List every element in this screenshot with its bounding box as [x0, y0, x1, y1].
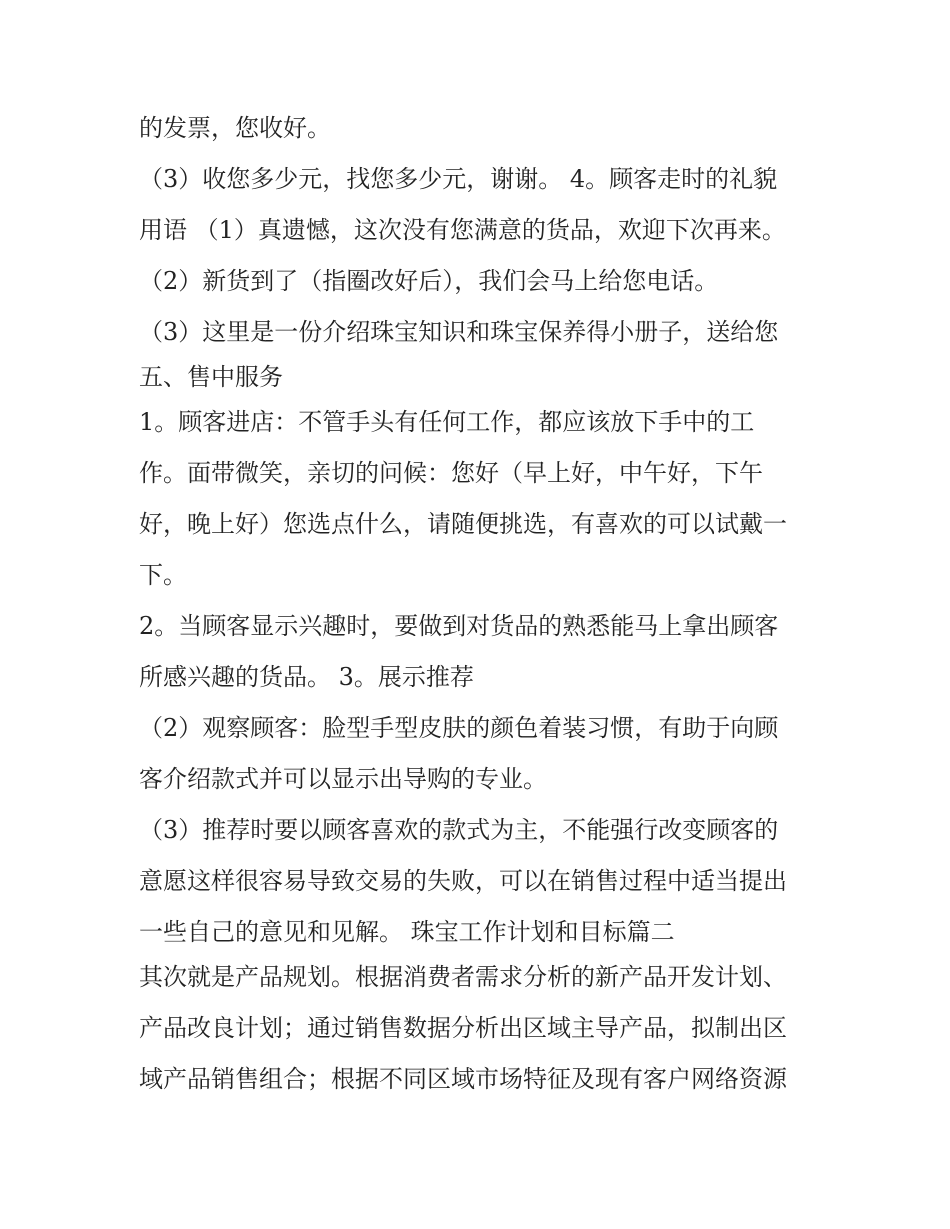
- text-line: 客介绍款式并可以显示出导购的专业。: [139, 765, 547, 793]
- text-line: 域产品销售组合；根据不同区域市场特征及现有客户网络资源: [139, 1065, 787, 1093]
- text-line: （3）推荐时要以顾客喜欢的款式为主，不能强行改变顾客的: [139, 816, 779, 844]
- text-line: 用语 （1）真遗憾，这次没有您满意的货品，欢迎下次再来。: [139, 216, 786, 244]
- text-line: 好，晚上好）您选点什么，请随便挑选，有喜欢的可以试戴一: [139, 510, 787, 538]
- text-line: 作。面带微笑，亲切的问候：您好（早上好，中午好，下午: [139, 459, 763, 487]
- text-line: （3）收您多少元，找您多少元，谢谢。 4。顾客走时的礼貌: [139, 165, 778, 193]
- text-line: 意愿这样很容易导致交易的失败，可以在销售过程中适当提出: [139, 867, 787, 895]
- body-text: [139, 108, 839, 1110]
- text-line: 一些自己的意见和见解。 珠宝工作计划和目标篇二: [139, 918, 675, 946]
- text-line: 2。当顾客显示兴趣时，要做到对货品的熟悉能马上拿出顾客: [139, 612, 779, 640]
- text-line: 1。顾客进店：不管手头有任何工作，都应该放下手中的工: [139, 408, 755, 436]
- text-line: （2）观察顾客：脸型手型皮肤的颜色着装习惯，有助于向顾: [139, 714, 779, 742]
- text-line: 产品改良计划；通过销售数据分析出区域主导产品，拟制出区: [139, 1014, 787, 1042]
- text-line: 下。: [139, 561, 187, 589]
- text-line: （2）新货到了（指圈改好后），我们会马上给您电话。: [139, 267, 719, 295]
- text-line: 其次就是产品规划。根据消费者需求分析的新产品开发计划、: [139, 963, 787, 991]
- text-line: （3）这里是一份介绍珠宝知识和珠宝保养得小册子，送给您: [139, 318, 779, 346]
- section-heading: 五、售中服务: [139, 363, 283, 391]
- text-line: 所感兴趣的货品。 3。展示推荐: [139, 663, 474, 691]
- text-line: 的发票，您收好。: [139, 114, 331, 142]
